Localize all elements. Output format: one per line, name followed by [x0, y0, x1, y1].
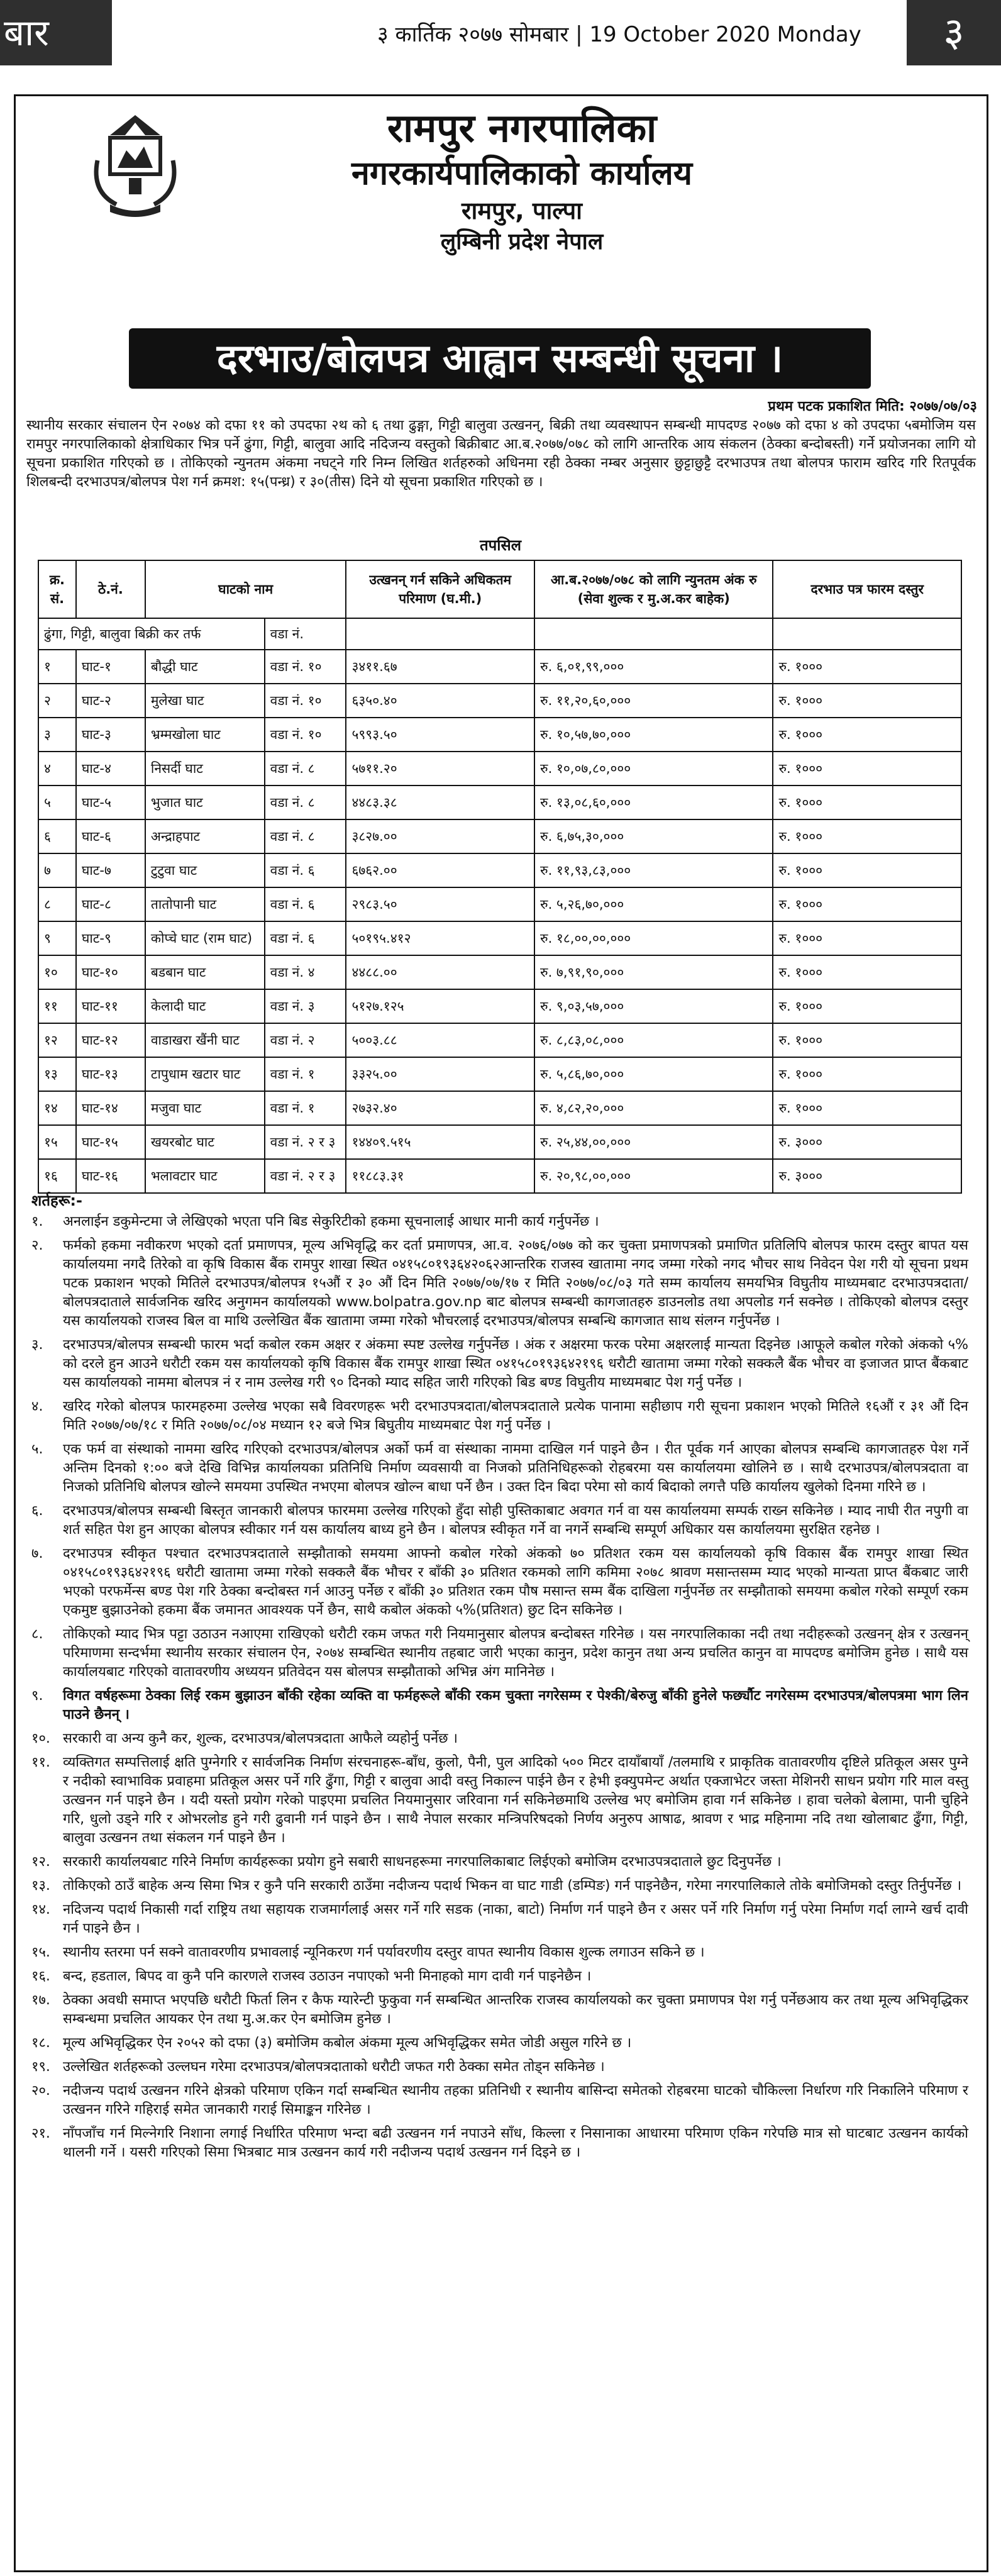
cell-ward: वडा नं. ६ [265, 853, 346, 887]
cell-ward: वडा नं. ८ [265, 786, 346, 819]
col-header-form-fee: दरभाउ पत्र फारम दस्तुर [773, 560, 961, 618]
cell-max-volume: ५००३.८८ [346, 1023, 534, 1057]
cell-contract-no: घाट-८ [76, 887, 145, 921]
cell-sn: ४ [38, 752, 76, 786]
cell-contract-no: घाट-७ [76, 853, 145, 887]
cell-sn: १४ [38, 1091, 76, 1125]
cell-contract-no: घाट-४ [76, 752, 145, 786]
term-item [31, 1545, 968, 1620]
cell-ward: वडा नं. २ र ३ [265, 1125, 346, 1159]
cell-ghat-name: कोप्चे घाट (राम घाट) [145, 921, 265, 955]
cell-form-fee: रु. १००० [773, 718, 961, 752]
cell-min-amount: रु. १८,००,००,००० [534, 921, 773, 955]
term-number: १८. [31, 2035, 50, 2051]
table-header-row [38, 560, 961, 618]
term-number: ४. [31, 1399, 43, 1414]
cell-max-volume: ३३२५.०० [346, 1057, 534, 1091]
term-text: फर्मको हकमा नवीकरण भएको दर्ता प्रमाणपत्र, मूल्य अभिवृद्धि कर दर्ता प्रमाणपत्र, आ.व. २०७६/०७७ को कर चुक्ता प्रमाणपत्रको प्रमाणित प्रतिलिपि बोलपत्र फारम दस्तुर बापत यस कार्यालयमा नगदै तिरेको वा कृषि विकास बैंक रामपुर शाखा स्थित ०४१५८०१९३६४२०६२आन्तरिक राजस्व खातामा नगद जम्मा गरेको नगद भौचर साथ निवेदन पेश गरी यो सूचना प्रथम पटक प्रकाशन भएको मितिले दरभाउपत्र/बोलपत्र १५औं र ३० औं दिन मिति २०७७/०७/१७ र मिति २०७७/०८/०३ गते सम्म कार्यालय समयभित्र विघुतीय माध्यमबाट दरभाउपत्रदाता/बोलपत्रदाताले सार्वजनिक खरिद अनुगमन कार्यालयको www.bolpatra.gov.np बाट बोलपत्र सम्बन्धी कागजातहरु डाउनलोड तथा अपलोड गर्न सक्नेछ । तोकिएको बोलपत्र दस्तुर यस कार्यालयको राजस्व बिल वा माथि उल्लेखित बैंक खातामा जम्मा गरेको भौचरलाई दरभाउपत्र/बोलपत्र सम्बन्धि कागजात साथ संलग्न गर्नुपर्नेछ । [63, 1238, 969, 1329]
cell-sn: ७ [38, 853, 76, 887]
subheader-ward: वडा नं. [265, 618, 346, 650]
term-text: नदिजन्य पदार्थ निकासी गर्दा राष्ट्रिय तथा सहायक राजमार्गलाई असर गर्ने गरि सडक (नाका, बाटो) निर्माण गर्न पाइने छैन र असर पर्ने गरि निर्माण गर्नु परेमा निर्माण गर्दा लाग्ने खर्च दावी गर्न पाइने छैन । [63, 1902, 968, 1936]
term-text: तोकिएको म्याद भित्र पट्टा उठाउन नआएमा राखिएको धरौटी रकम जफत गरी नियमानुसार बोलपत्र बन्दोबस्त गरिनेछ । यस नगरपालिकाका नदी तथा नदीहरूको उत्खनन् क्षेत्र र उत्खनन् परिमाणमा सन्दर्भमा स्थानीय सरकार संचालन ऐन, २०७४ सम्बन्धित स्थानीय तहबाट जारी भएका कानुन, प्रदेश कानुन तथा अन्य प्रचलित कानुन वा मापदण्ड बमोजिम हुनेछ । साथै यस कार्यालयबाट गरिएको वातावरणीय अध्ययन प्रतिवेदन यस बोलपत्र सम्झौताको अभिन्न अंग मानिनेछ । [63, 1626, 968, 1680]
term-item [31, 2058, 968, 2077]
cell-ward: वडा नं. २ र ३ [265, 1159, 346, 1193]
table-subheader-row [38, 618, 961, 650]
cell-ghat-name: बौद्धी घाट [145, 650, 265, 684]
cell-ward: वडा नं. २ [265, 1023, 346, 1057]
term-item [31, 2034, 968, 2053]
terms-title: शर्तहरू:- [31, 1192, 82, 1209]
cell-sn: १२ [38, 1023, 76, 1057]
cell-ghat-name: खयरबोट घाट [145, 1125, 265, 1159]
cell-ward: वडा नं. ४ [265, 955, 346, 989]
term-item [31, 1502, 968, 1540]
table-row [38, 650, 961, 684]
cell-contract-no: घाट-११ [76, 989, 145, 1023]
term-number: २. [31, 1238, 43, 1253]
col-header-ghat-name: घाटको नाम [145, 560, 346, 618]
cell-min-amount: रु. ९,०३,५७,००० [534, 989, 773, 1023]
cell-min-amount: रु. १०,०७,८०,००० [534, 752, 773, 786]
term-item [31, 1440, 968, 1497]
address: रामपुर, पाल्पा [461, 197, 583, 225]
table-row [38, 989, 961, 1023]
cell-ward: वडा नं. ३ [265, 989, 346, 1023]
term-text: ठेक्का अवधी समाप्त भएपछि धरौटी फिर्ता लिन र कैफ ग्यारेन्टी फुकुवा गर्न सम्बन्धित आन्तरिक राजस्व कार्यालयको कर चुक्ता प्रमाणपत्र पेश गर्नु पर्नेछआय कर तथा मूल्य अभिवृद्धिकर सम्बन्धमा प्रचलित आयकर ऐन तथा मु.अ.कर ऐन बमोजिम हुनेछ । [63, 1992, 968, 2027]
term-number: १५. [31, 1945, 50, 1960]
term-number: ११. [31, 1755, 50, 1770]
term-text: दरभाउपत्र स्वीकृत पश्चात दरभाउपत्रदाताले सम्झौताको समयमा आफ्नो कबोल गरेको अंकको ७० प्रतिशत रकम यस कार्यालयको कृषि विकास बैंक रामपुर शाखा स्थित ०४१५८०१९३६४२१९६ धरौटी खातामा जम्मा गरेको सक्कलै बैंक भौचर र बाँकी ३० प्रतिशत रकमको लागि कमिमा २०७८ श्रावण मसान्तसम्म म्याद भएको मान्यता प्राप्त बैंकबाट जारी भएको परफर्मेन्स बण्ड पेश गरि ठेक्का बन्दोबस्त गर्न आउनु पर्नेछ र बाँकी ३० प्रतिशत रकम पौष मसान्त सम्म बैंक दाखिला गर्नुपर्नेछ तर सम्झौताको समयमा कबोल गरेको सम्पूर्ण रकम एकमुष्ट बुझाउनेको हकमा बैंक जमानत आवश्यक पर्ने छैन, साथै कबोल अंकको ५%(प्रतिशत) छुट दिन सकिनेछ । [63, 1546, 968, 1618]
table-row [38, 786, 961, 819]
cell-contract-no: घाट-१६ [76, 1159, 145, 1193]
term-item [31, 1213, 968, 1231]
cell-min-amount: रु. ६,०१,९९,००० [534, 650, 773, 684]
cell-max-volume: ६७६२.०० [346, 853, 534, 887]
cell-min-amount: रु. १३,०८,६०,००० [534, 786, 773, 819]
table-row [38, 1057, 961, 1091]
table-row [38, 887, 961, 921]
term-item [31, 1991, 968, 2029]
term-text: बन्द, हडताल, बिपद वा कुनै पनि कारणले राजस्व उठाउन नपाएको भनी मिनाहको माग दावी गर्न पाइनेछैन । [63, 1968, 592, 1984]
cell-sn: १६ [38, 1159, 76, 1193]
newspaper-topbar [0, 0, 1001, 69]
cell-ward: वडा नं. १० [265, 650, 346, 684]
table-row [38, 921, 961, 955]
term-number: ५. [31, 1441, 43, 1457]
cell-min-amount: रु. २५,४४,००,००० [534, 1125, 773, 1159]
cell-form-fee: रु. ३००० [773, 1125, 961, 1159]
cell-ward: वडा नं. ६ [265, 921, 346, 955]
term-item [31, 1625, 968, 1682]
term-text: विगत वर्षहरूमा ठेक्का लिई रकम बुझाउन बाँकी रहेका व्यक्ति वा फर्महरूले बाँकी रकम चुक्ता नगरेसम्म र पेश्की/बेरुजु बाँकी हुनेले फर्छ्यौट नगरेसम्म दरभाउपत्र/बोलपत्रमा भाग लिन पाउने छैनन् । [63, 1688, 968, 1723]
cell-ghat-name: तातोपानी घाट [145, 887, 265, 921]
table-row [38, 853, 961, 887]
cell-contract-no: घाट-२ [76, 684, 145, 718]
cell-ghat-name: मजुवा घाट [145, 1091, 265, 1125]
term-text: उल्लेखित शर्तहरूको उल्लघन गरेमा दरभाउपत्र/बोलपत्रदाताको धरौटी जफत गरी ठेक्का समेत तोड्न सकिनेछ । [63, 2059, 605, 2075]
cell-max-volume: ५७११.२० [346, 752, 534, 786]
cell-sn: ९ [38, 921, 76, 955]
cell-max-volume: ११८८३.३१ [346, 1159, 534, 1193]
cell-contract-no: घाट-६ [76, 819, 145, 853]
term-text: दरभाउपत्र/बोलपत्र सम्बन्धी फारम भर्दा कबोल रकम अक्षर र अंकमा स्पष्ट उल्लेख गर्नुपर्नेछ । अंक र अक्षरमा फरक परेमा अक्षरलाई मान्यता दिइनेछ ।आफूले कबोल गरेको अंकको ५% को दरले हुन आउने धरौटी रकम यस कार्यालयको कृषि विकास बैंक रामपुर शाखा स्थित ०४१५८०१९३६४२१९६ धरौटी खातामा जम्मा गरेको सक्कलै बैंक भौचर वा इजाजत प्राप्त बैंकबाट यस कार्यालयको नाममा बोलपत्र नं र नाम उल्लेख गरी ९० दिनको म्याद सहित जारी गरिएको बिड बण्ड विघुतीय माध्यमबाट पेश गर्नु पर्नेछ । [63, 1337, 968, 1391]
cell-ghat-name: टुटुवा घाट [145, 853, 265, 887]
cell-sn: २ [38, 684, 76, 718]
cell-max-volume: ५०१९५.४१२ [346, 921, 534, 955]
term-item [31, 1753, 968, 1848]
cell-ghat-name: निसर्दी घाट [145, 752, 265, 786]
cell-max-volume: ५९९३.५० [346, 718, 534, 752]
term-text: सरकारी कार्यालयबाट गरिने निर्माण कार्यहरूका प्रयोग हुने सबारी साधनहरूमा नगरपालिकाबाट लिईएको बमोजिम दरभाउपत्रदाताले छुट दिनुपर्नेछ । [63, 1854, 782, 1870]
cell-min-amount: रु. ११,२०,६०,००० [534, 684, 773, 718]
term-number: १०. [31, 1731, 50, 1746]
cell-ghat-name: टापुधाम खटार घाट [145, 1057, 265, 1091]
term-item [31, 1336, 968, 1392]
cell-contract-no: घाट-५ [76, 786, 145, 819]
cell-ward: वडा नं. ८ [265, 752, 346, 786]
table-caption: तपसिल [479, 536, 522, 554]
term-number: २१. [31, 2126, 50, 2141]
col-header-contract-no: ठे.नं. [76, 560, 145, 618]
cell-min-amount: रु. ५,२६,७०,००० [534, 887, 773, 921]
notice-title: दरभाउ/बोलपत्र आह्वान सम्बन्धी सूचना । [129, 328, 871, 389]
cell-ward: वडा नं. १ [265, 1091, 346, 1125]
cell-form-fee: रु. १००० [773, 853, 961, 887]
cell-ward: वडा नं. १० [265, 718, 346, 752]
term-text: खरिद गरेको बोलपत्र फारमहरुमा उल्लेख भएका सबै विवरणहरू भरी दरभाउपत्रदाता/बोलपत्रदाताले प्रत्येक पानामा सहीछाप गरी सूचना प्रकाशन भएको मितिले १६औं र ३१ औं दिन मिति २०७७/०७/१८ र मिति २०७७/०८/०४ मध्यान १२ बजे भित्र बिघुतीय माध्यमबाट पेश गर्नु पर्नेछ । [63, 1399, 968, 1433]
province: लुम्बिनी प्रदेश नेपाल [440, 229, 604, 255]
cell-sn: १० [38, 955, 76, 989]
cell-min-amount: रु. ४,८२,२०,००० [534, 1091, 773, 1125]
col-header-sn: क्र. सं. [38, 560, 76, 618]
cell-ghat-name: भ्रम्मखोला घाट [145, 718, 265, 752]
cell-min-amount: रु. ५,८६,७०,००० [534, 1057, 773, 1091]
term-text: सरकारी वा अन्य कुनै कर, शुल्क, दरभाउपत्र/बोलपत्रदाता आफैले व्यहोर्नु पर्नेछ । [63, 1731, 458, 1746]
cell-form-fee: रु. १००० [773, 921, 961, 955]
cell-min-amount: रु. २०,९८,००,००० [534, 1159, 773, 1193]
cell-sn: ८ [38, 887, 76, 921]
cell-sn: १ [38, 650, 76, 684]
term-number: १२. [31, 1854, 50, 1870]
municipality-name: रामपुर नगरपालिका [387, 105, 657, 151]
term-number: १६. [31, 1968, 50, 1984]
term-text: व्यक्तिगत सम्पत्तिलाई क्षति पुग्नेगरि र सार्वजनिक निर्माण संरचनाहरू-बाँध, कुलो, पैनी, पुल आदिको ५०० मिटर दायाँबायाँ /तलमाथि र प्राकृतिक वातावरणीय दृष्टिले प्रतिकूल असर पुग्ने र नदीको स्वाभाविक प्रवाहमा प्रतिकूल असर पर्ने गरि ढुँगा, गिट्टी र बालुवा आदी वस्तु निकाल्न पाईने छैन र हेभी इक्युपमेन्ट अर्थात एक्जाभेटर जस्ता मेशिनरी साधन प्रयोग गरि माल वस्तु उत्खनन गर्न पाइने छैन । यदी यस्तो प्रयोग गरेको पाइएमा प्रचलित नियमानुसार जरिवाना गर्न सकिनेछमाथि उल्लेख भए बमोजिम हावा गर्न सकिनेछ । हावा चलेको बेलामा, पानी चुहिने गरि, धुलो उड्ने गरि र ओभरलोड हुने गरी ढुवानी गर्न पाइने छैन । साथै नेपाल सरकार मन्त्रिपरिषदको निर्णय अनुरुप आषाढ, श्रावण र भाद्र महिनामा नदि तथा खोलाबाट ढुँगा, गिट्टी, बालुवा उत्खनन तथा संकलन गर्न पाइने छैन । [63, 1755, 968, 1846]
term-item [31, 1687, 968, 1724]
cell-max-volume: ४४८३.३८ [346, 786, 534, 819]
cell-ghat-name: भलावटार घाट [145, 1159, 265, 1193]
cell-ward: वडा नं. १० [265, 684, 346, 718]
cell-sn: १३ [38, 1057, 76, 1091]
cell-contract-no: घाट-१ [76, 650, 145, 684]
term-item [31, 1943, 968, 1962]
publication-date: प्रथम पटक प्रकाशित मिति: २०७७/०७/०३ [768, 399, 977, 414]
section-tab: बार [0, 0, 112, 65]
term-number: ७. [31, 1546, 43, 1562]
cell-form-fee: रु. १००० [773, 955, 961, 989]
cell-ghat-name: अन्द्राहपाट [145, 819, 265, 853]
tender-table [38, 560, 962, 1194]
dateline: ३ कार्तिक २०७७ सोमबार | 19 October 2020 Monday [377, 22, 861, 47]
term-number: ३. [31, 1337, 43, 1353]
term-number: १३. [31, 1878, 50, 1894]
cell-max-volume: ६३५०.४० [346, 684, 534, 718]
col-header-min-amount: आ.ब.२०७७/०७८ को लागि न्युनतम अंक रु (सेवा शुल्क र मु.अ.कर बाहेक) [534, 560, 773, 618]
cell-ghat-name: बडबान घाट [145, 955, 265, 989]
term-text: एक फर्म वा संस्थाको नाममा खरिद गरिएको दरभाउपत्र/बोलपत्र अर्को फर्म वा संस्थाका नाममा दाखिल गर्न पाइने छैन । रीत पूर्वक गर्न आएका बोलपत्र सम्बन्धि कागजातहरु पेश गर्ने अन्तिम दिनको १:०० बजे देखि विभिन्न कार्यालयका प्रतिनिधि निर्माण व्यवसायी वा निजको प्रतिनिधिहरूको रोहबरमा यस कार्यालयमा खोलिने छ । साथै दरभाउपत्र/बोलपत्रदाता वा निजको प्रतिनिधि बोलपत्र खोल्ने समयमा उपस्थित नभएमा बोलपत्र खोल्न बाधा पर्ने छैन । उक्त दिन बिदा परेमा सो कार्य बिदाको लगत्तै पछि कार्यालय खुलेको दिनमा गरिने छ । [63, 1441, 968, 1495]
cell-sn: १५ [38, 1125, 76, 1159]
term-number: १. [31, 1214, 43, 1230]
cell-form-fee: रु. १००० [773, 989, 961, 1023]
cell-ghat-name: केलादी घाट [145, 989, 265, 1023]
cell-ghat-name: वाडाखरा खैंनी घाट [145, 1023, 265, 1057]
term-number: १७. [31, 1992, 50, 2008]
notice-header [252, 104, 792, 257]
cell-min-amount: रु. ८,८३,०८,००० [534, 1023, 773, 1057]
cell-max-volume: १४४०९.५१५ [346, 1125, 534, 1159]
term-item [31, 1901, 968, 1938]
term-number: १४. [31, 1902, 50, 1918]
term-number: २०. [31, 2083, 50, 2099]
term-number: ८. [31, 1626, 43, 1642]
cell-form-fee: रु. १००० [773, 887, 961, 921]
cell-max-volume: ३४११.६७ [346, 650, 534, 684]
cell-contract-no: घाट-३ [76, 718, 145, 752]
cell-form-fee: रु. १००० [773, 1057, 961, 1091]
intro-paragraph: स्थानीय सरकार संचालन ऐन २०७४ को दफा ११ को उपदफा २थ को ६ तथा ढुङ्गा, गिट्टी बालुवा उत्खनन्, बिक्री तथा व्यवस्थापन सम्बन्धी मापदण्ड २०७७ को दफा ४ को उपदफा ५बमोजिम यस रामपुर नगरपालिकाको क्षेत्राधिकार भित्र पर्ने ढुंगा, गिट्टी, बालुवा आदि नदिजन्य वस्तुको बिक्रीबाट आ.ब.२०७७/०७८ को लागि आन्तरिक आय संकलन (ठेक्का बन्दोबस्ती) गर्ने प्रयोजनका लागि यो सूचना प्रकाशित गरिएको छ । तोकिएको न्युनतम अंकमा नघट्ने गरि निम्न लिखित शर्तहरुको अधिनमा रही ठेक्का नम्बर अनुसार छुट्टाछुट्टै दरभाउपत्र तथा बोलपत्र फाराम खरिद गरि रितपूर्वक शिलबन्दी दरभाउपत्र/बोलपत्र पेश गर्न क्रमश: १५(पन्ध्र) र ३०(तीस) दिने यो सूचना प्रकाशित गरिएको छ । [26, 418, 976, 490]
cell-sn: ३ [38, 718, 76, 752]
page-number: ३ [907, 0, 1001, 65]
cell-max-volume: ३८२७.०० [346, 819, 534, 853]
cell-form-fee: रु. १००० [773, 752, 961, 786]
table-row [38, 718, 961, 752]
table-row [38, 1159, 961, 1193]
cell-sn: ११ [38, 989, 76, 1023]
cell-contract-no: घाट-१४ [76, 1091, 145, 1125]
term-item [31, 1967, 968, 1986]
term-text: अनलाईन डकुमेन्टमा जे लेखिएको भएता पनि बिड सेकुरिटीको हकमा सूचनालाई आधार मानी कार्य गर्नुपर्नेछ । [63, 1214, 599, 1230]
cell-form-fee: रु. १००० [773, 786, 961, 819]
cell-max-volume: २७३२.४० [346, 1091, 534, 1125]
cell-min-amount: रु. ११,९३,८३,००० [534, 853, 773, 887]
term-number: १९. [31, 2059, 50, 2075]
cell-min-amount: रु. ७,९१,९०,००० [534, 955, 773, 989]
term-item [31, 1853, 968, 1872]
term-item [31, 2124, 968, 2162]
cell-max-volume: ५१२७.१२५ [346, 989, 534, 1023]
cell-sn: ६ [38, 819, 76, 853]
table-row [38, 1023, 961, 1057]
term-text: नाँपजाँच गर्न मिल्नेगरि निशाना लगाई निर्धारित परिमाण भन्दा बढी उत्खनन गर्न नपाउने साँध, किल्ला र निसानाका आधारमा परिमाण एकिन गरेपछि मात्र सो घाटबाट उत्खनन कार्यको थालनी गर्ने । यसरी गरिएको सिमा भित्रबाट मात्र उत्खनन कार्य गरी नदीजन्य पदार्थ उत्खनन गर्न दिइने छ । [63, 2126, 968, 2160]
cell-ward: वडा नं. ८ [265, 819, 346, 853]
cell-contract-no: घाट-९ [76, 921, 145, 955]
term-text: दरभाउपत्र/बोलपत्र सम्बन्धी बिस्तृत जानकारी बोलपत्र फारममा उल्लेख गरिएको हुँदा सोही पुस्तिकाबाट अवगत गर्न वा यस कार्यालयमा सम्पर्क राख्न सकिनेछ । म्याद नाघी रीत नपुगी वा शर्त सहित पेश हुन आएका बोलपत्र स्वीकार गर्न यस कार्यालय बाध्य हुने छैन । बोलपत्र स्वीकृत गर्ने वा नगर्ने सम्बन्धि सम्पूर्ण अधिकार यस कार्यालयमा सुरक्षित रहनेछ । [63, 1503, 968, 1538]
term-text: नदीजन्य पदार्थ उत्खनन गरिने क्षेत्रको परिमाण एकिन गर्दा सम्बन्धित स्थानीय तहका प्रतिनिधी र स्थानीय बासिन्दा समेतको रोहबरमा घाटको चौकिल्ला निर्धारण गरि निकालिने परिमाण र उत्खनन गरिने गहिराई समेत जानकारी गराई सिमाङ्कन गरिनेछ । [63, 2083, 968, 2118]
cell-ghat-name: भुजात घाट [145, 786, 265, 819]
term-item [31, 1397, 968, 1435]
term-text: स्थानीय स्तरमा पर्न सक्ने वातावरणीय प्रभावलाई न्यूनिकरण गर्न पर्यावरणीय दस्तुर वापत स्थानीय विकास शुल्क लगाउन सकिने छ । [63, 1945, 705, 1960]
cell-ghat-name: मुलेखा घाट [145, 684, 265, 718]
term-item [31, 1236, 968, 1331]
cell-contract-no: घाट-१२ [76, 1023, 145, 1057]
term-item [31, 1877, 968, 1896]
office-name: नगरकार्यपालिकाको कार्यालय [351, 155, 693, 192]
cell-min-amount: रु. ६,७५,३०,००० [534, 819, 773, 853]
table-row [38, 1091, 961, 1125]
cell-max-volume: ४४८८.०० [346, 955, 534, 989]
cell-contract-no: घाट-१० [76, 955, 145, 989]
term-text: मूल्य अभिवृद्धिकर ऐन २०५२ को दफा (३) बमोजिम कबोल अंकमा मूल्य अभिवृद्धिकर समेत जोडी असुल गरिने छ । [63, 2035, 632, 2051]
cell-min-amount: रु. १०,५७,७०,००० [534, 718, 773, 752]
cell-ward: वडा नं. ६ [265, 887, 346, 921]
term-number: ९. [31, 1688, 43, 1704]
cell-ward: वडा नं. १ [265, 1057, 346, 1091]
term-number: ६. [31, 1503, 43, 1519]
term-text: तोकिएको ठाउँ बाहेक अन्य सिमा भित्र र कुनै पनि सरकारी ठाउँमा नदीजन्य पदार्थ भिकन वा घाट गाडी (डम्पिङ) गर्न पाइनेछैन, गरेमा नगरपालिकाले तोके बमोजिमको दस्तुर तिर्नुपर्नेछ । [63, 1878, 962, 1894]
cell-sn: ५ [38, 786, 76, 819]
table-row [38, 684, 961, 718]
cell-form-fee: रु. १००० [773, 819, 961, 853]
cell-max-volume: २९८३.५० [346, 887, 534, 921]
cell-form-fee: रु. १००० [773, 1023, 961, 1057]
government-emblem-icon [85, 110, 185, 217]
cell-form-fee: रु. १००० [773, 1091, 961, 1125]
subheader-category: ढुंगा, गिट्टी, बालुवा बिक्री कर तर्फ [38, 618, 265, 650]
cell-form-fee: रु. १००० [773, 684, 961, 718]
table-row [38, 955, 961, 989]
cell-contract-no: घाट-१५ [76, 1125, 145, 1159]
table-row [38, 819, 961, 853]
table-row [38, 752, 961, 786]
col-header-max-volume: उत्खनन् गर्न सकिने अधिकतम परिमाण (घ.मी.) [346, 560, 534, 618]
term-item [31, 2082, 968, 2119]
cell-form-fee: रु. १००० [773, 650, 961, 684]
terms-list [31, 1213, 968, 2167]
cell-contract-no: घाट-१३ [76, 1057, 145, 1091]
table-row [38, 1125, 961, 1159]
cell-form-fee: रु. ३००० [773, 1159, 961, 1193]
term-item [31, 1729, 968, 1748]
